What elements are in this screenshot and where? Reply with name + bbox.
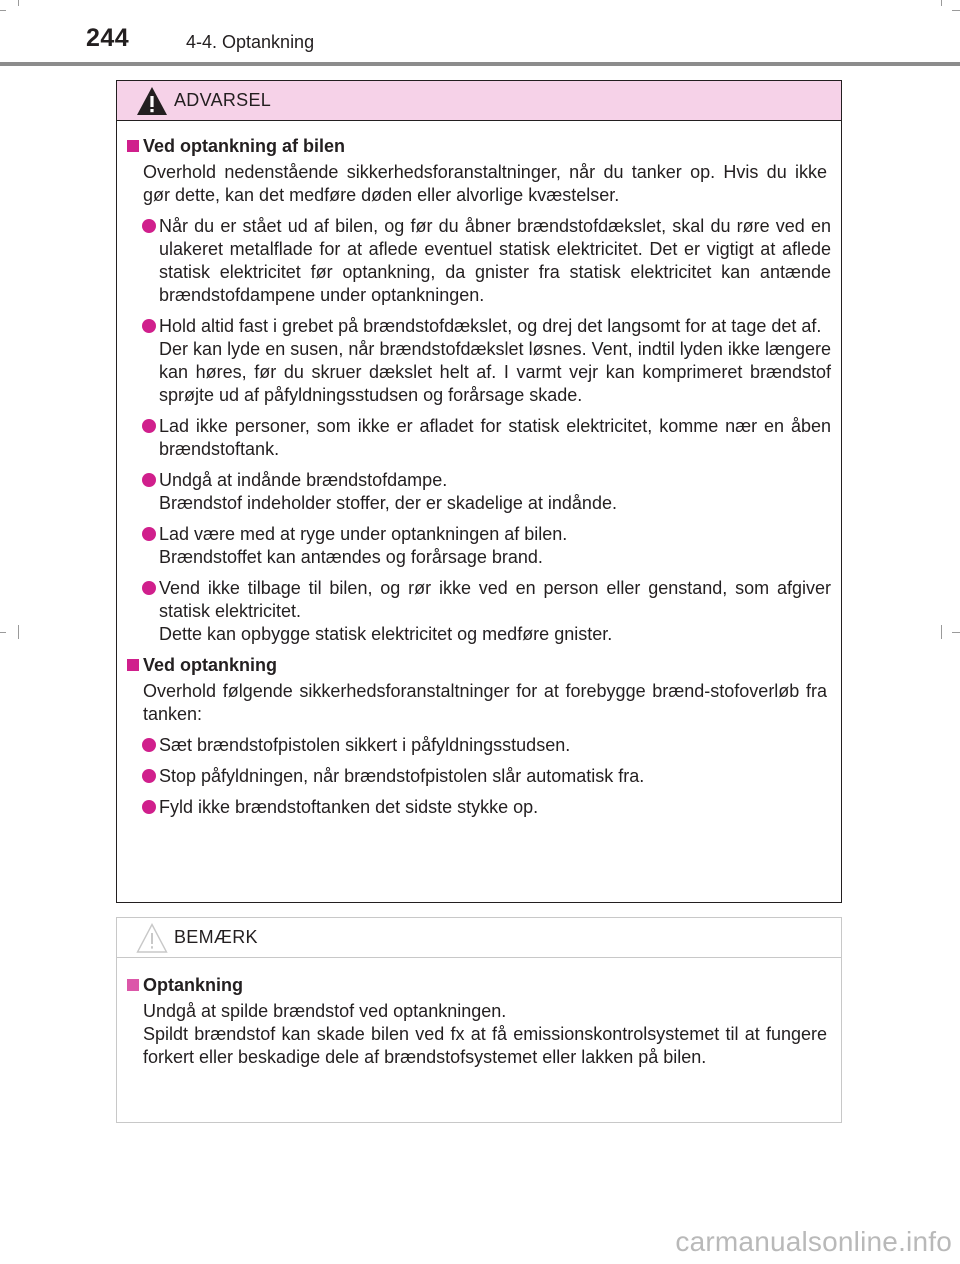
list-item: Fyld ikke brændstoftanken det sidste stykke op. [127, 796, 831, 819]
page-number: 244 [86, 24, 130, 52]
circle-bullet-icon [142, 800, 156, 814]
list-item: Når du er stået ud af bilen, og før du åbner brændstofdækslet, skal du røre ved en ulakeret metalflade for at aflede eventuel statisk elektricitet. Det er vigtigt at aflede statisk elektricitet før optankning, da gnister fra statisk elektricitet kan antænde brændstofdampene under optankningen. [127, 215, 831, 307]
circle-bullet-icon [142, 769, 156, 783]
list-item: Undgå at indånde brændstofdampe. Brændstof indeholder stoffer, der er skadelige at indånde. [127, 469, 831, 515]
section-intro: Overhold følgende sikkerhedsforanstaltninger for at forebygge brænd-stofoverløb fra tanken: [143, 681, 827, 724]
square-bullet-icon [127, 140, 139, 152]
list-item: Vend ikke tilbage til bilen, og rør ikke ved en person eller genstand, som afgiver statisk elektricitet. Dette kan opbygge statisk elektricitet og medføre gnister. [127, 577, 831, 646]
square-bullet-icon [127, 659, 139, 671]
caution-triangle-outline-icon [135, 922, 169, 954]
section-heading: Optankning [127, 974, 831, 997]
circle-bullet-icon [142, 738, 156, 752]
crop-mark [18, 625, 19, 639]
notice-header [117, 918, 841, 958]
crop-mark [952, 632, 960, 633]
circle-bullet-icon [142, 319, 156, 333]
list-item: Stop påfyldningen, når brændstofpistolen slår automatisk fra. [127, 765, 831, 788]
watermark: carmanualsonline.info [675, 1226, 952, 1257]
crop-mark [0, 632, 6, 633]
list-item: Hold altid fast i grebet på brændstofdækslet, og drej det langsomt for at tage det af. Der kan lyde en susen, når brændstofdækslet løsnes. Vent, indtil lyden ikke længere kan høres, før du skruer dækslet helt af. I varmt vejr kan komprimeret brændstof sprøjte ud af påfyldningsstudsen og forårsage skade. [127, 315, 831, 407]
section-intro: Overhold nedenstående sikkerhedsforanstaltninger, når du tanker op. Hvis du ikke gør dette, kan det medføre døden eller alvorlige kvæstelser. [143, 162, 827, 205]
notice-label: BEMÆRK [174, 927, 258, 947]
warning-header [117, 81, 841, 121]
section-intro: Undgå at spilde brændstof ved optankningen. Spildt brændstof kan skade bilen ved fx at få emissionskontrolsystemet til at fungere forkert eller beskadige dele af brændstofsystemet eller lakken på bilen. [143, 1001, 827, 1067]
warning-box [116, 80, 842, 903]
section-heading: Ved optankning [127, 654, 831, 677]
page-header [0, 0, 960, 66]
warning-body [117, 121, 841, 819]
section-heading: Ved optankning af bilen [127, 135, 831, 158]
circle-bullet-icon [142, 473, 156, 487]
circle-bullet-icon [142, 527, 156, 541]
section-title: 4-4. Optankning [186, 32, 315, 52]
warning-triangle-icon [135, 85, 169, 117]
header-rule [0, 62, 960, 66]
list-item: Lad ikke personer, som ikke er afladet for statisk elektricitet, komme nær en åben brændstoftank. [127, 415, 831, 461]
notice-box [116, 917, 842, 1123]
list-item: Sæt brændstofpistolen sikkert i påfyldningsstudsen. [127, 734, 831, 757]
list-item: Lad være med at ryge under optankningen af bilen. Brændstoffet kan antændes og forårsage brand. [127, 523, 831, 569]
crop-mark [941, 625, 942, 639]
notice-body [117, 958, 841, 1069]
warning-label: ADVARSEL [174, 90, 272, 110]
circle-bullet-icon [142, 419, 156, 433]
circle-bullet-icon [142, 219, 156, 233]
square-bullet-icon [127, 979, 139, 991]
circle-bullet-icon [142, 581, 156, 595]
